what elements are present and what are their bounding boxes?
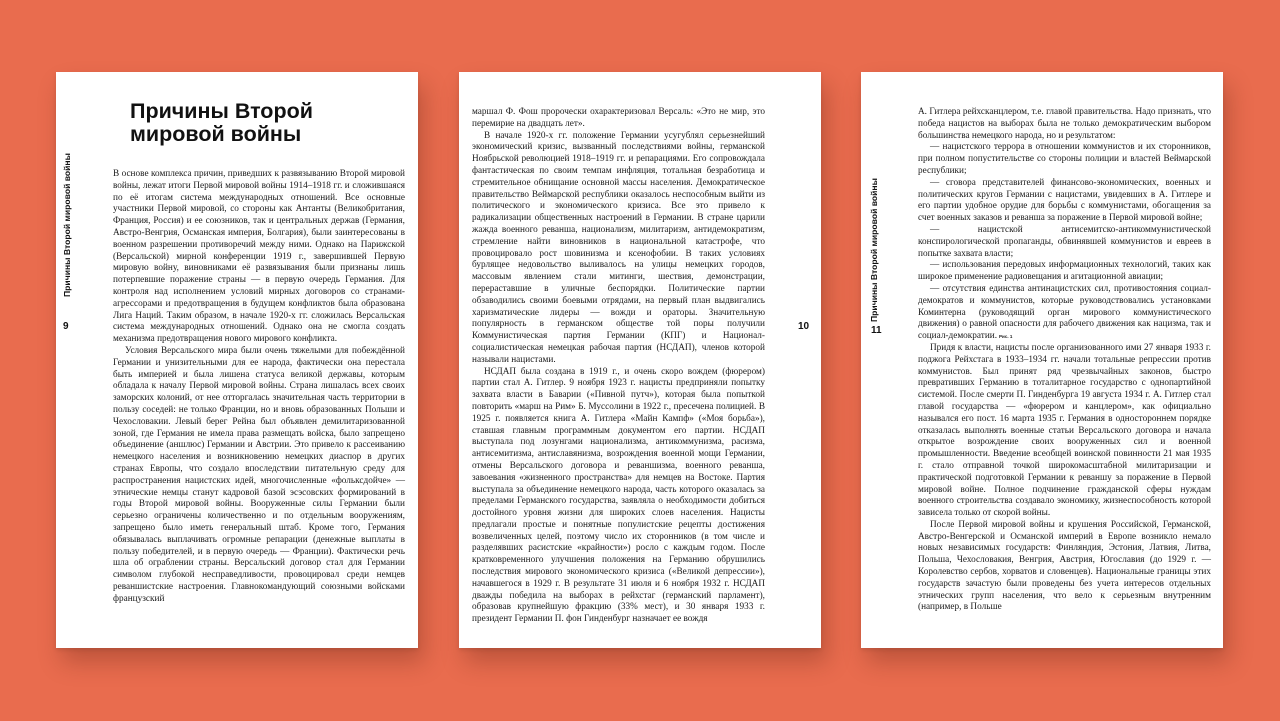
page-11 [861,72,1223,648]
body-text [113,169,405,605]
list-item: — нацистского террора в отношении коммунистов и их сторонников, при полном попустительстве со стороны полиции и властей Веймарской республики; [918,142,1211,176]
page-number: 10 [798,321,810,332]
paragraph: маршал Ф. Фош пророчески охарактеризовал Версаль: «Это не мир, это перемирие на двадцать лет». [472,107,765,129]
running-head: Причины Второй мировой войны [62,153,72,297]
body-text [918,107,1211,614]
list-item: — нацистской антисемитско-антикоммунистической конспирологической пропаганды, обвинявшей коммунистов и евреев в попытке захвата власти; [918,224,1211,259]
page-number: 11 [871,325,882,336]
list-item: — сговора представителей финансово-экономических, военных и политических кругов Германии с нацистами, увидевших в А. Гитлере и его партии удобное орудие для борьбы с коммунистами, обогащения за счет военных заказов и реванша за поражение в Первой мировой войне; [918,177,1211,224]
list-item: — использования передовых информационных технологий, таких как широкое применение радиовещания и агитационной авиации; [918,260,1211,283]
paragraph: В основе комплекса причин, приведших к развязыванию Второй мировой войны, лежат итоги Первой мировой войны 1914–1918 гг. и сложившаяся по её итогам система международных отношений. Все основные участники Первой мировой, со стороны как Антанты (Великобритания, Франция, Россия) и ее союзников, так и центральных держав (Германия, Австро-Венгрия, Османская империя, Болгария), были заинтересованы в военном разрешении противоречий между ними. Однако на Парижской (Версальской) мирной конференции 1919 г., завершившей Первую мировую войну, виновниками её развязывания были признаны лишь потерпевшие поражение страны — в первую очередь Германия. Для контроля над исполнением условий мирных договоров со странами-агрессорами и предотвращения в будущем конфликтов была образована Лига Наций. Таким образом, в начале 1920-х гг. сложилась Версальская система международных отношений. Однако она не смогла создать механизма предотвращения нового мирового конфликта. [113,169,405,345]
paragraph: После Первой мировой войны и крушения Российской, Германской, Австро-Венгерской и Османской империй в Европе возникло немало новых независимых государств: Финляндия, Эстония, Латвия, Литва, Польша, Чехословакия, Венгрия, Австрия, Югославия (до 1929 г. — Королевство сербов, хорватов и словенцев). Национальные границы этих государств зачастую были проведены без учета интересов отдельных этнических групп населения, что вело к серьезным внутренним (например, в Польше [918,519,1211,613]
running-head: Причины Второй мировой войны [869,178,879,322]
page-number: 9 [63,321,69,332]
figure-reference: Рис. 1 [999,334,1013,340]
page-9 [56,72,418,648]
list-item [918,284,1211,343]
paragraph: Условия Версальского мира были очень тяжелыми для побеждённой Германии и унизительными для ее народа, фактически она перестала быть империей и была лишена статуса великой державы, которым обладала к началу Первой мировой войны. Страна лишалась всех своих заморских колоний, от нее отторгалась значительная часть территории в пользу соседей: не только Франции, но и вновь образованных Польши и Чехословакии. Левый берег Рейна был объявлен демилитаризованной зоной, где Германия не имела права размещать войска, было запрещено объединение (аншлюс) Германии и Австрии. Это привело к рассеиванию немецкого населения и возникновению немецких диаспор в других странах Европы, что создало впоследствии питательную среду для распространения нацистских идей, многочисленные «фольксдойче» — этнические немцы станут кадровой базой эсэсовских формирований в годы Второй мировой войны. Вооруженные силы Германии были серьезно ограничены количественно и по отдельным вооружениям, запрещено было иметь генеральный штаб. Кроме того, Германия обязывалась выплачивать огромные репарации (денежные выплаты в пользу победителей, и в первую очередь — Франции). Фактически речь шла об ограблении страны. Версальский договор стал для Германии символом глубокой несправедливости, провоцировал среди немцев реваншистские настроения. Главнокомандующий союзными войсками французский [113,345,405,604]
page-10 [459,72,821,648]
chapter-title: Причины Второй мировой войны [130,99,313,146]
list-item-text: — отсутствия единства антинацистских сил, противостояния социал-демократов и коммунистов, которые руководствовались установками Коминтерна (руководящий орган мирового коммунистического движения) о равной опасности для рабочего движения как нацизма, так и социал-демократии. [918,283,1211,342]
paragraph: НСДАП была создана в 1919 г., и очень скоро вождем (фюрером) партии стал А. Гитлер. 9 ноября 1923 г. нацисты предприняли попытку захвата власти в Баварии («Пивной путч»), которая была попыткой повторить «марш на Рим» Б. Муссолини в 1922 г., пресечена полицией. В 1925 г. появляется книга А. Гитлера «Майн Кампф» («Моя борьба»), ставшая главным программным документом его партии. НСДАП выступала под лозунгами национализма, антикоммунизма, расизма, антисемитизма, антиславянизма, возрождения военной мощи Германии, отмены Версальского договора и реваншизма, военного реванша, завоевания «жизненного пространства» для немцев на Востоке. Партия выступала за объединение немецкого народа, часть которого оказалась за пределами Германского государства, заявляла о необходимости добиться достойного уровня жизни для широких слоев населения. Нацисты предлагали простые и понятные популистские рецепты достижения возвеличенных целей, поэтому число их сторонников (в том числе и разделявших расистские «крайности») росло с каждым годом. После кратковременного улучшения положения на Германию обрушились последствия мирового экономического кризиса («Великой депрессии»), начавшегося в 1929 г. В результате 31 июля и 6 ноября 1932 г. НСДАП дважды победила на выборах в рейхстаг (германский парламент), образовав крупнейшую фракцию (33% мест), и 30 января 1933 г. президент Германии П. фон Гинденбург назначает ее вождя [472,366,765,625]
body-text [472,107,765,626]
paragraph: А. Гитлера рейхсканцлером, т.е. главой правительства. Надо признать, что победа нацистов на выборах была не только демократическим выбором большинства немецкого народа, но и результатом: [918,107,1211,141]
paragraph: В начале 1920-х гг. положение Германии усугублял серьезнейший экономический кризис, вызванный последствиями войны, германской Ноябрьской революцией 1918–1919 гг. и репарациями. Его сопровождала фантастическая по своим темпам инфляция, тотальная безработица и стремительное обнищание основной массы населения. Демократическое правительство Веймарской республики оказалось неспособным выйти из политического и экономического кризиса. Все это привело к радикализации общественных настроений в Германии. В стране царили жажда военного реванша, национализм, милитаризм, антидемократизм, стремление найти виновников в национальной катастрофе, что провоцировало рост шовинизма и ксенофобии. В таких условиях бурлящее недовольство выливалось на улицы немецких городов, массовым явлением стали митинги, шествия, демонстрации, перераставшие в уличные беспорядки. Политические партии обзаводились своими боевыми отрядами, на первый план выдвигались харизматические лидеры — вожди и ораторы. Значительную популярность в германском обществе той поры получили Коммунистическая партия Германии (КПГ) и Национал-социалистическая немецкая рабочая партия (НСДАП), членов которой называли нацистами. [472,130,765,365]
paragraph: Придя к власти, нацисты после организованного ими 27 января 1933 г. поджога Рейхстага в 1933–1934 гг. начали тотальные репрессии против коммунистов. Был принят ряд чрезвычайных законов, быстро превративших Германию в тоталитарное государство с однопартийной системой. После смерти П. Гинденбурга 19 августа 1934 г. А. Гитлер стал главой государства — «фюрером и канцлером», как официально назывался его пост. 16 марта 1935 г. Германия в одностороннем порядке отказалась выполнять военные статьи Версальского договора и начала открытое возрождение своих вооруженных сил и военной промышленности. Введение всеобщей воинской повинности 21 мая 1935 г. стало отправной точкой широкомасштабной милитаризации и практической подготовкой Германии к реваншу за поражение в Первой мировой войне. Полное подчинение гражданской сферы нуждам военного строительства создавало экономику, жизнеспособность которой зависела только от скорой войны. [918,342,1211,519]
